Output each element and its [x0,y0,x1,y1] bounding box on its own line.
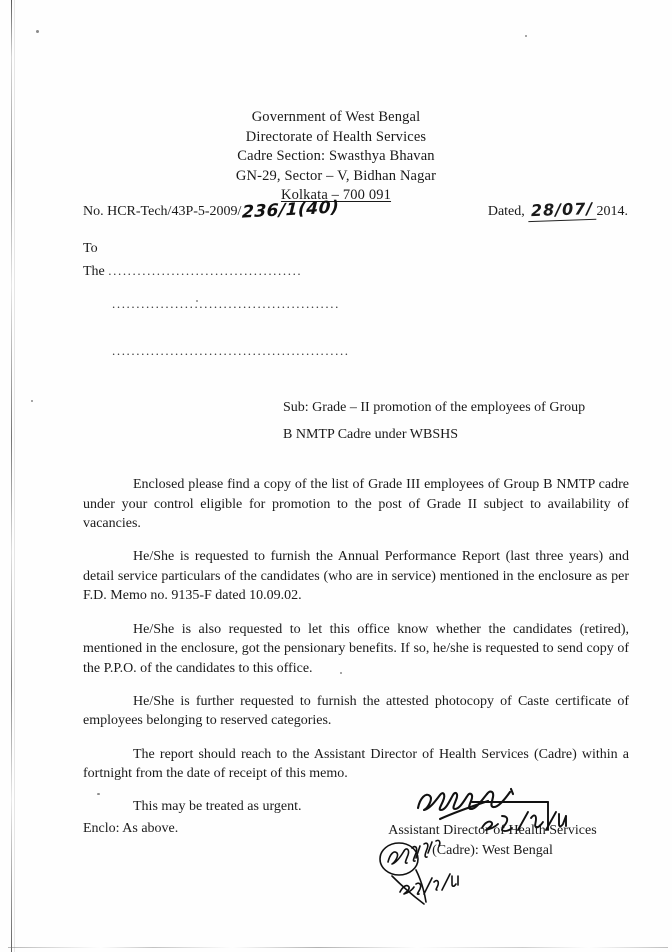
scan-edge-artifact-bottom [8,947,668,948]
body-paragraph-pensionary-benefits: He/She is also requested to let this office know whether the candidates (retired), mentioned in the enclosure, got the pensionary benefits. If so, he/she is requested to send copy of the P.P.O. of the candidates to this office. [83,621,629,676]
signatory-block [355,821,630,861]
subject-line-1: Sub: Grade – II promotion of the employees of Group [283,400,586,415]
dated-handwritten-value: 28/07/ [528,199,597,222]
addressee-the-label: The [83,264,105,279]
signatory-designation-line-1: Assistant Director of Health Services [388,823,597,838]
dated-printed-year: 2014. [596,204,628,219]
body-paragraph-enclosed-list: Enclosed please find a copy of the list of Grade III employees of Group B NMTP cadre under your control eligible for promotion to the post of Grade II subject to availability of vacancies. [83,477,629,532]
letterhead-line-city-pin: Kolkata – 700 091 [280,187,392,203]
body-paragraph-urgent-note: This may be treated as urgent. [133,799,302,815]
scan-speck [36,30,39,33]
addressee-block [83,238,302,283]
signatory-designation-line-2: (Cadre): West Bengal [432,843,553,858]
letterhead-line-government: Government of West Bengal [251,109,421,125]
addressee-dots-line-2: ............................................... [112,296,340,311]
body-paragraph-caste-certificate: He/She is further requested to furnish the attested photocopy of Caste certificate of employees belonging to reserved categories. [83,693,629,729]
scan-speck [525,35,527,37]
dated-label: Dated, [487,204,525,219]
addressee-dots-line-1: ........................................ [108,263,303,278]
enclosure-note: Enclo: As above. [83,821,179,836]
body-paragraph-performance-report: He/She is requested to furnish the Annual Performance Report (last three years) and detail service particulars of the candidates (who are in service) mentioned in the enclosure as per F.D. Memo no. 9135-F dated 10.09.02. [83,549,629,604]
letterhead [0,108,672,206]
subject-block [283,394,631,448]
letterhead-line-address: GN-29, Sector – V, Bidhan Nagar [235,167,437,184]
scan-speck [31,400,33,402]
reference-number-handwritten: 236/1(40) [241,197,341,223]
subject-line-2: B NMTP Cadre under WBSHS [283,427,458,442]
letterhead-line-cadre-section: Cadre Section: Swasthya Bhavan [237,148,435,164]
reference-number-printed: No. HCR-Tech/43P-5-2009/ [83,204,242,219]
letterhead-line-directorate: Directorate of Health Services [245,128,427,145]
body-paragraph-report-deadline: The report should reach to the Assistant Director of Health Services (Cadre) within a fortnight from the date of receipt of this memo. [83,746,629,782]
reference-line [83,197,628,223]
dated-group [488,200,628,221]
addressee-dots-line-3: ................................................. [112,343,350,358]
letter-body [83,475,629,817]
addressee-the-line [83,260,302,283]
addressee-to-label: To [83,241,98,256]
